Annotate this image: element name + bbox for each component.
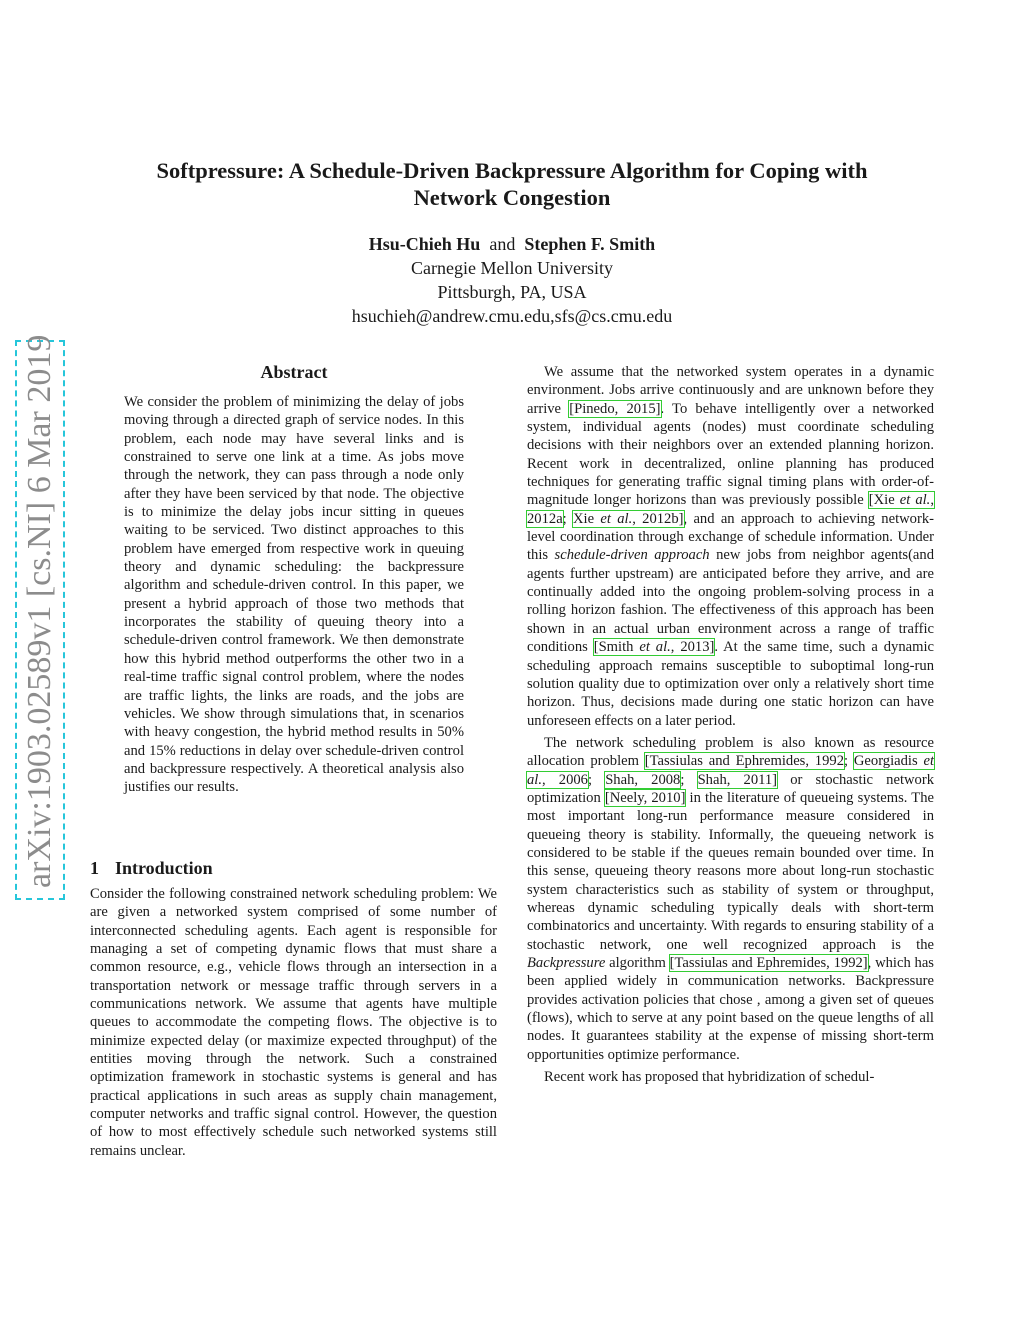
text: or stochastic network optimization [527,771,935,806]
author-name: Stephen F. Smith [524,234,656,254]
text: , which has been applied widely in communication networks. Backpressure provides activation policies that chose , among a given set of queues (flows), which to serve at any point based on the queue lengths of all nodes. It guarantees stability at the expense of missing short-term opportunities optimize performance. [527,955,934,1063]
text: . To behave intelligently over a networked system, individual agents (nodes) must coordinate scheduling decisions with their neighbors over an extended planning horizon. Recent work in decentralized, online planning has produced techniques for generating traffic signal timing plans with order-of-magnitude longer horizons than was previously possible [527,400,934,509]
text: , 2012a [527,492,934,527]
citation-link[interactable]: [Tassiulas and Ephremides, 1992 [644,753,844,770]
text: et al. [899,492,931,509]
citation-link[interactable]: [Pinedo, 2015] [569,400,661,417]
text: . At the same time, such a dynamic scheduling approach remains susceptible to suboptimal long-run solution quality due to optimization over only a relatively short time horizon. Thus, decisions made during one static horizon can have unforeseen effects on a later period. [527,639,934,729]
abstract-body [124,393,464,797]
text: et al. [600,510,633,527]
text: Georgiadis [853,753,924,770]
emphasis: Backpressure [527,955,606,971]
text: in the literature of queueing systems. The most important long-run performance measure considered in queueing theory is stability. Informally, the queueing network is considered to be stable if the queues remain bounded over time. In this sense, queueing theory reasons more about long-run stochastic system characteristics such as stability of system or throughput, whereas dynamic scheduling typically deals with short-term combinatorics and uncertainty. With regards to ensuring stability of a stochastic network, one well recognized approach is the [527,789,934,953]
text: ; [587,771,606,788]
text: We assume that the networked system operates in a dynamic environment. Jobs arrive continuously and are unknown before they arrive [527,364,934,417]
text: algorithm [605,955,670,971]
text: [Smith [593,639,640,656]
emphasis: schedule-driven approach [554,547,710,564]
author-line [0,232,1024,256]
text: [Xie [868,492,900,509]
abstract-text: We consider the problem of minimizing the delay of jobs moving through a directed graph of service nodes. In this problem, each node may have several links and is constrained to serve one link at a time. As jobs move through the network, they can pass through a node only after they have been serviced by that node. The objective is to minimize the delay jobs incur sitting in queues waiting to be serviced. Two distinct approaches to this problem have emerged from respective work in queuing theory and dynamic scheduling: the backpressure algorithm and schedule-driven control. In this paper, we present a hybrid approach of those two methods that incorporates the stability of queuing theory into a schedule-driven control framework. We then demonstrate how this hybrid method outperforms the other two in a real-time traffic signal control problem, where the nodes are traffic lights, the links are roads, and the jobs are vehicles. We show through simulations that, in scenarios with heavy congestion, the hybrid method results in 50% and 15% reductions in delay over schedule-driven control and backpressure respectively. A theoretical analysis also justifies our results. [124,394,464,796]
text: The network scheduling problem is also known as resource allocation problem [527,734,934,770]
affiliation: Carnegie Mellon University [411,258,613,278]
text: , 2013] [670,639,715,656]
text: Xie [573,510,601,527]
intro-paragraph: Consider the following constrained network scheduling problem: We are given a networked system comprised of some number of interconnected scheduling agents. Each agent is responsible for managing a set of competing dynamic flows that must share a common resource, e.g., vehicle flows through an intersection in a transportation network or message traffic through servers in a communications network. We assume that agents have multiple queues to accommodate the competing flows. The objective is to minimize expected delay (or maximize expected throughput) of the entities moving through the network. Such a constrained optimization framework in stochastic systems is general and has practical applications in such areas as supply chain management, computer networks and traffic signal control. However, the question of how to most effectively schedule such networked systems still remains unclear. [90,886,497,1159]
citation-link[interactable]: Shah, 2011] [697,771,778,788]
text: et al. [527,753,935,788]
paragraph [527,734,934,1064]
paper-title [100,157,924,211]
citation-link[interactable]: [Neely, 2010] [604,789,686,806]
citation-link[interactable] [573,511,684,527]
text: et al. [639,639,671,656]
arxiv-stamp: arXiv:1903.02589v1 [cs.NI] 6 Mar 2019 [21,334,58,888]
text: ; [844,753,854,770]
title-line-1: Softpressure: A Schedule-Driven Backpressure Algorithm for Coping with [156,158,868,183]
citation-link[interactable]: [Tassiulas and Ephremides, 1992] [669,955,868,971]
text: new jobs from neighbor agents(and agents further upstream) are anticipated before they arrive, and are continually added into the ongoing problem-solving process in a rolling horizon fashion. The effectiveness of this approach has been shown in an actual urban environment across a range of traffic conditions [527,547,935,656]
text: ; [562,510,574,527]
author-conjunction: and [489,234,516,254]
text: , 2012b] [632,510,684,527]
text: , 2006 [542,771,588,788]
citation-link[interactable]: Shah, 2008 [605,771,681,788]
title-line-2: Network Congestion [413,185,611,210]
email[interactable]: hsuchieh@andrew.cmu.edu,sfs@cs.cmu.edu [351,306,673,326]
abstract-heading: Abstract [260,362,328,382]
paragraph: Recent work has proposed that hybridization of schedul- [544,1069,875,1086]
intro-body [90,885,497,1160]
location: Pittsburgh, PA, USA [437,282,587,302]
author-name: Hsu-Chieh Hu [368,234,481,254]
section-number: 1 [90,858,99,878]
citation-link[interactable] [594,639,715,655]
right-column [527,363,934,1090]
paragraph [527,363,934,730]
section-title: Introduction [115,858,213,878]
section-heading [90,858,213,879]
text: , and an approach to achieving network-level coordination through exchange of schedule information. Under this [527,510,934,564]
text: ; [680,771,698,788]
